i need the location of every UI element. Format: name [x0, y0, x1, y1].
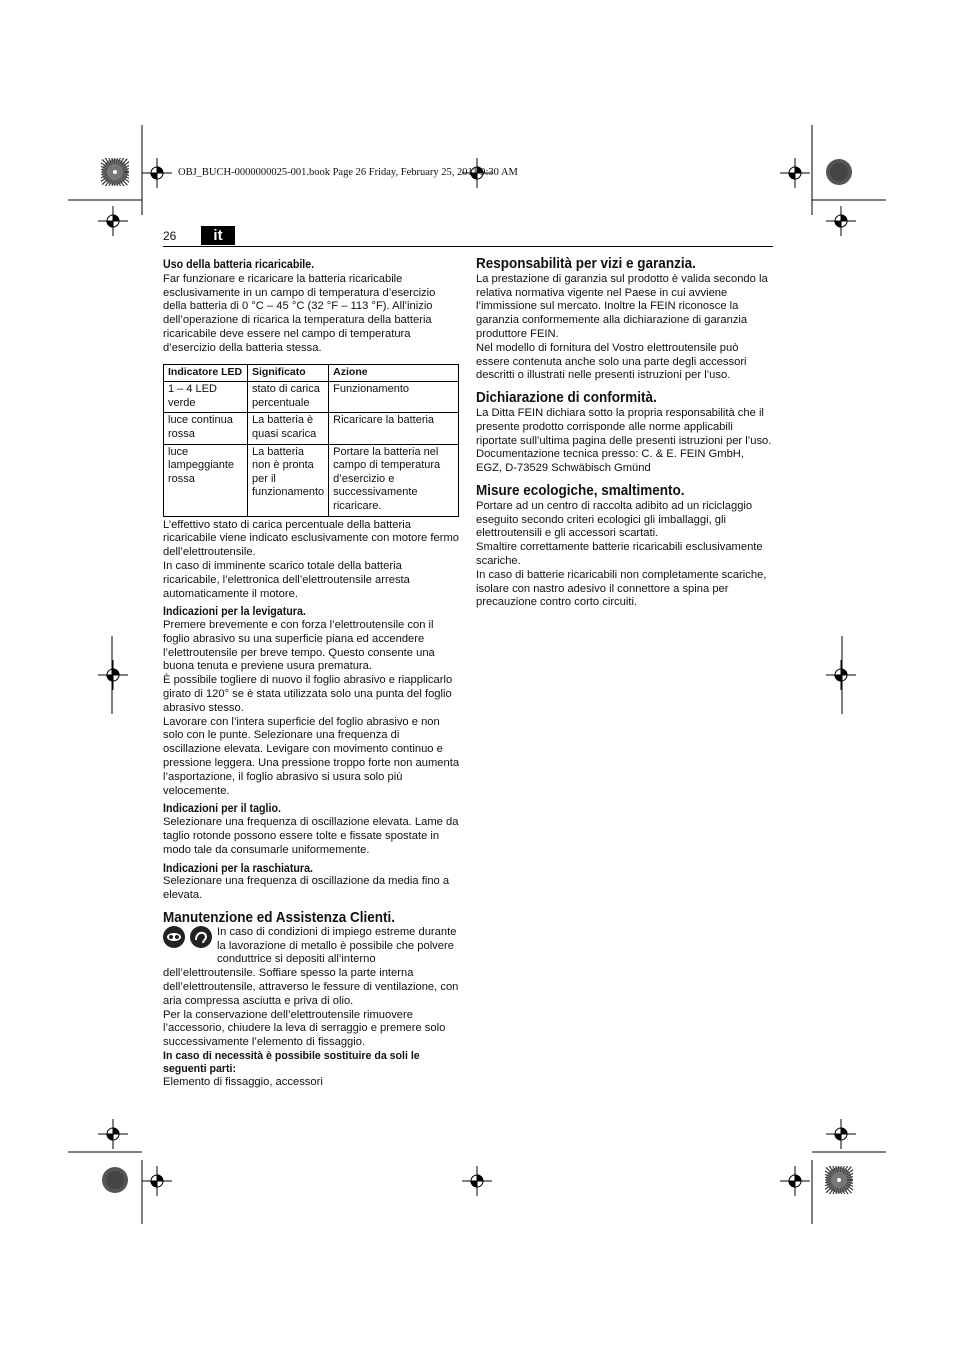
color-wheel-icon: [101, 1166, 129, 1194]
ecology-heading: Misure ecologiche, smaltimento.: [476, 481, 685, 499]
maintenance-heading: Manutenzione ed Assistenza Clienti.: [163, 909, 396, 927]
registration-mark-icon: [826, 660, 856, 690]
table-header-row: [164, 364, 459, 382]
registration-mark-icon: [98, 206, 128, 236]
maintenance-text-1: In caso di condizioni di impiego estreme durante la lavorazione di metallo è possibile che polvere conduttrice si depositi all’interno dell’elettroutensile. Soffiare spesso la parte interna dell’elettroutensile, attraverso le fessure di ventilazione, con aria compressa asciutta e priva di olio.: [163, 925, 459, 1007]
ecology-text-1: Portare ad un centro di raccolta adibito ad un riciclaggio eseguito secondo criteri ecologici gli imballaggi, gli elettroutensili e gli accessori scartati.: [476, 499, 753, 540]
table-cell: luce lampeggiante rossa: [164, 444, 248, 516]
registration-mark-icon: [826, 206, 856, 236]
replace-text: Elemento di fissaggio, accessori: [163, 1076, 323, 1088]
table-cell: 1 – 4 LED verde: [164, 382, 248, 413]
ecology-text-3: In caso di batterie ricaricabili non completamente scariche, isolare con nastro adesivo il connettore a spina per precauzione contro corto circuiti.: [476, 568, 767, 609]
after-table-text-1: L’effettivo stato di carica percentuale della batteria ricaricabile viene indicato esclusivamente con motore fermo dell’elettroutensile.: [163, 518, 459, 559]
table-cell: Portare la batteria nel campo di temperatura d’esercizio e successivamente ricaricare.: [329, 444, 459, 516]
maintenance-block: [163, 926, 460, 1009]
table-header: Azione: [329, 364, 459, 382]
sanding-text-2: È possibile togliere di nuovo il foglio abrasivo e riapplicarlo girato di 120° se è stata utilizzata solo una punta del foglio abrasivo stesso.: [163, 674, 453, 714]
page-number: 26: [163, 229, 177, 243]
sanding-text-3: Lavorare con l’intera superficie del foglio abrasivo e non solo con le punte. Selezionare una frequenza di oscillazione elevata. Levigare con movimento continuo e pressione leggera. Una pressione troppo forte non aumenta l’asportazione, il foglio abrasivo si usura solo più velocemente.: [163, 715, 460, 797]
color-wheel-icon: [825, 1166, 853, 1194]
battery-heading: Uso della batteria ricaricabile.: [163, 258, 315, 271]
ear-protection-icon: [190, 926, 212, 948]
maintenance-text-2: Per la conservazione dell’elettroutensile rimuovere l’accessorio, chiudere la leva di serraggio e premere solo successivamente l’elemento di fissaggio.: [163, 1008, 446, 1049]
sanding-heading: Indicazioni per la levigatura.: [163, 605, 306, 619]
table-cell: La batteria è quasi scarica: [248, 413, 329, 444]
conformity-text-1: La Ditta FEIN dichiara sotto la propria responsabilità che il presente prodotto corrisponde alle norme applicabili riportate sull’ultima pagina delle presenti istruzioni per l’uso.: [476, 406, 772, 447]
battery-text: Far funzionare e ricaricare la batteria ricaricabile esclusivamente in un campo di temperatura d’esercizio della batteria di 0 °C – 45 °C (32 °F – 113 °F). All’inizio dell’operazione di ricarica la temperatura della batteria ricaricabile deve essere nel campo di temperatura d’esercizio della batteria stessa.: [163, 272, 436, 354]
color-wheel-icon: [101, 158, 129, 186]
safety-goggles-icon: [163, 926, 185, 948]
color-wheel-icon: [825, 158, 853, 186]
warranty-text-2: Nel modello di fornitura del Vostro elettroutensile può essere contenuta anche solo una parte degli accessori descritti o illustrati nelle presenti istruzioni per l’uso.: [476, 341, 747, 382]
warranty-heading: Responsabilità per vizi e garanzia.: [476, 255, 696, 272]
registration-mark-icon: [826, 1119, 856, 1149]
registration-mark-icon: [462, 1166, 492, 1196]
registration-mark-icon: [98, 1119, 128, 1149]
scraping-heading: Indicazioni per la raschiatura.: [163, 861, 313, 875]
table-header: Indicatore LED: [164, 364, 248, 382]
language-badge: it: [201, 226, 235, 245]
after-table-text-2: In caso di imminente scarico totale della batteria ricaricabile, l’elettronica dell’elettroutensile arresta automaticamente il motore.: [163, 559, 410, 600]
registration-mark-icon: [780, 158, 810, 188]
table-header: Significato: [248, 364, 329, 382]
conformity-text-2: Documentazione tecnica presso: C. & E. FEIN GmbH, EGZ, D-73529 Schwäbisch Gmünd: [476, 448, 744, 475]
table-row: [164, 413, 459, 444]
table-cell: luce continua rossa: [164, 413, 248, 444]
scraping-text: Selezionare una frequenza di oscillazione da media fino a elevata.: [163, 875, 450, 902]
header-rule: [163, 246, 773, 247]
table-cell: La batteria non è pronta per il funzionamento: [248, 444, 329, 516]
cutting-text: Selezionare una frequenza di oscillazione elevata. Lame da taglio rotonde possono essere tolte e fissate spostate in modo tale da consumarle uniformemente.: [163, 816, 459, 856]
registration-mark-icon: [780, 1166, 810, 1196]
ecology-text-2: Smaltire correttamente batterie ricaricabili esclusivamente scariche.: [476, 541, 763, 567]
table-row: [164, 382, 459, 413]
registration-mark-icon: [98, 660, 128, 690]
right-column: [476, 257, 773, 610]
warranty-text-1: La prestazione di garanzia sul prodotto è valida secondo la relativa normativa vigente nel Paese in cui avviene l’immissione sul mercato. Inoltre la FEIN riconosce la garanzia conformemente alla dichiarazione di garanzia produttore FEIN.: [476, 272, 768, 340]
table-cell: Funzionamento: [329, 382, 459, 413]
sanding-text-1: Premere brevemente e con forza l’elettroutensile con il foglio abrasivo su una superficie piana ed accendere l’elettroutensile per breve tempo. Questo consente una buona tenuta e previene usura prematura.: [163, 619, 435, 673]
cutting-heading: Indicazioni per il taglio.: [163, 802, 281, 816]
registration-mark-icon: [142, 1166, 172, 1196]
led-table: [163, 364, 459, 517]
table-cell: Ricaricare la batteria: [329, 413, 459, 444]
replace-heading: In caso di necessità è possibile sostituire da soli le seguenti parti:: [163, 1050, 420, 1075]
table-row: [164, 444, 459, 516]
table-cell: stato di carica percentuale: [248, 382, 329, 413]
registration-mark-icon: [142, 158, 172, 188]
left-column: [163, 258, 460, 1090]
print-header: OBJ_BUCH-0000000025-001.book Page 26 Friday, February 25, 2011 9:30 AM: [178, 167, 518, 178]
conformity-heading: Dichiarazione di conformità.: [476, 389, 657, 407]
maintenance-icons: [163, 926, 215, 954]
